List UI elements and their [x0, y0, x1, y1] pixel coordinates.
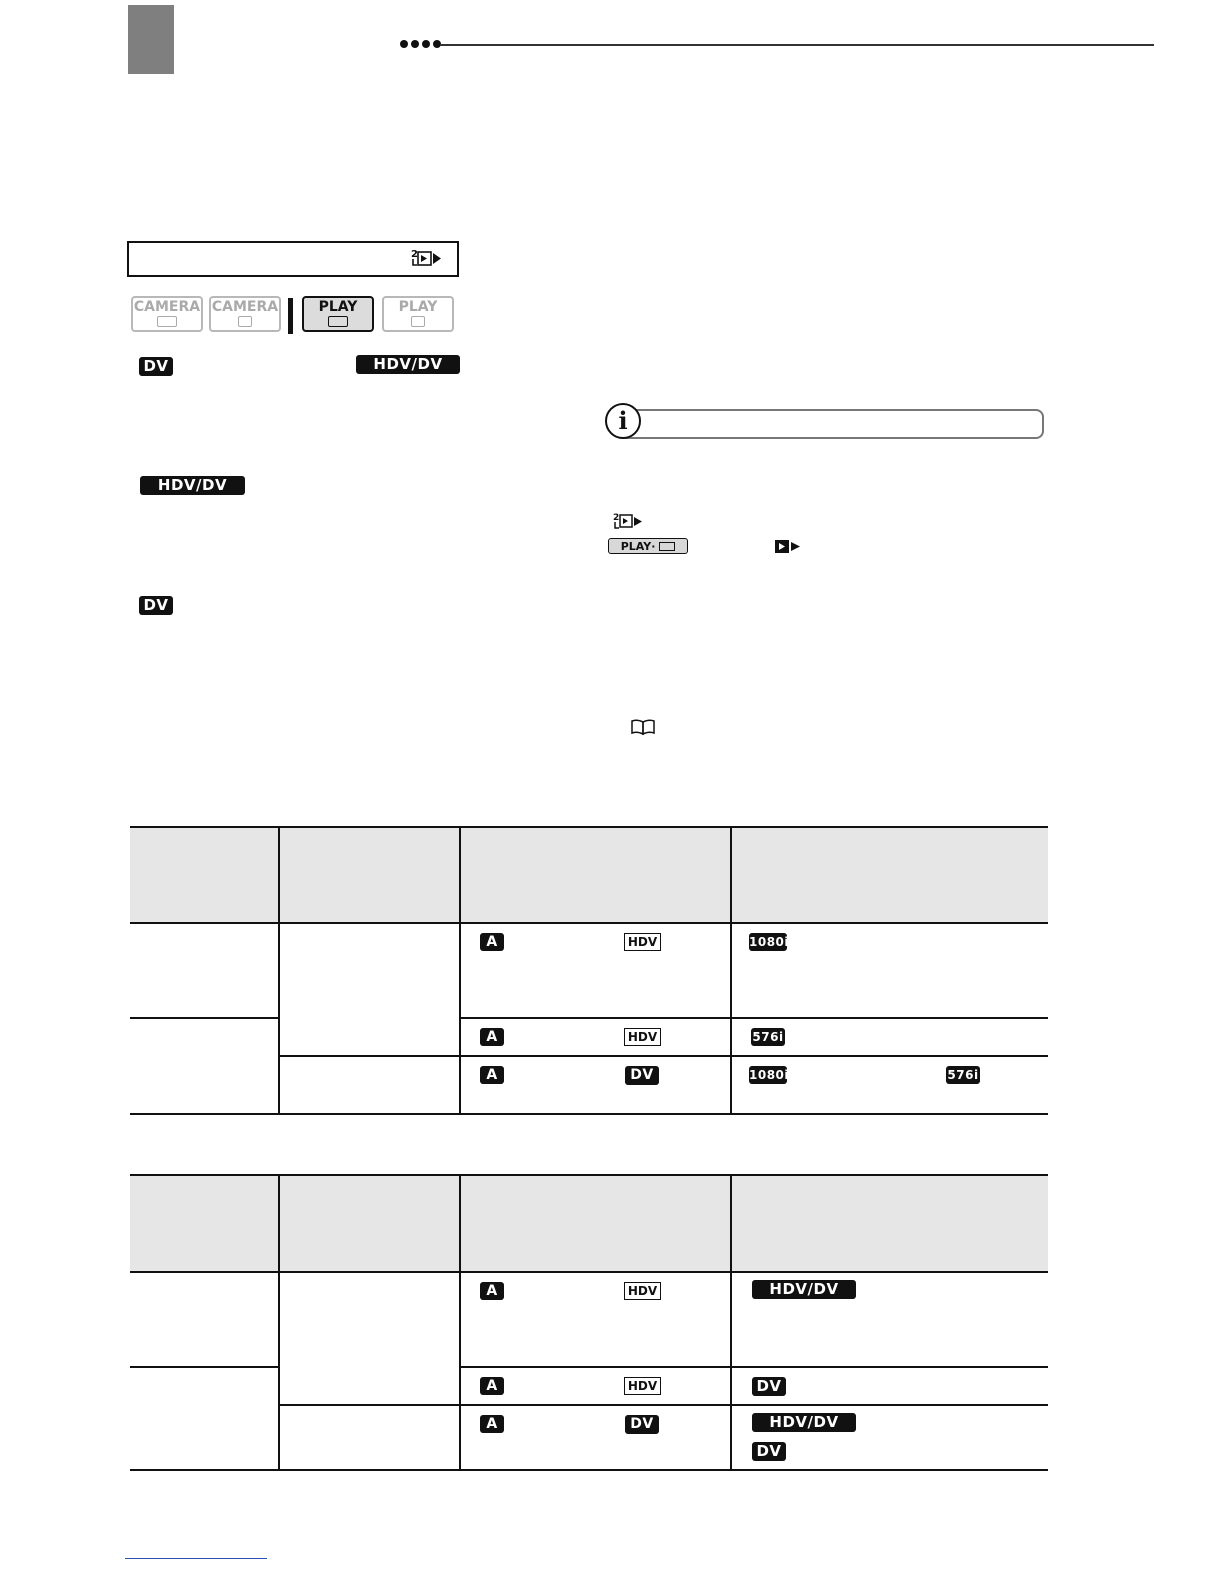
- mode-separator: [288, 298, 293, 334]
- hdv-badge: HDV: [624, 1282, 661, 1300]
- play-arrow-icon: [774, 539, 804, 555]
- mode-play-card-button[interactable]: [382, 296, 454, 332]
- mode-camera-tape-button[interactable]: [131, 296, 203, 332]
- hdvdv-badge: HDV/DV: [356, 355, 460, 374]
- tape-icon: [659, 542, 675, 551]
- dv-badge: DV: [139, 596, 173, 615]
- header-dots: [400, 40, 441, 48]
- svg-text:2: 2: [411, 249, 418, 260]
- table-2: [130, 1174, 1048, 1471]
- mode-play-tape-button[interactable]: [302, 296, 374, 332]
- hdvdv-badge: HDV/DV: [140, 476, 245, 495]
- hdv-badge: HDV: [624, 933, 661, 951]
- info-icon: i: [605, 403, 641, 439]
- res-1080i-badge: 1080i: [749, 1068, 790, 1082]
- hdvdv-badge: HDV/DV: [752, 1280, 856, 1299]
- auto-badge: A: [480, 1282, 504, 1300]
- play-pill-label: PLAY·: [620, 540, 656, 553]
- mode-camera-card-button[interactable]: [209, 296, 281, 332]
- dv-badge: DV: [625, 1066, 659, 1085]
- auto-badge: A: [480, 933, 504, 951]
- auto-badge: A: [480, 1066, 504, 1084]
- svg-text:2: 2: [613, 513, 620, 523]
- mode-camera-card-label: CAMERA: [211, 299, 279, 315]
- dv-badge: DV: [752, 1377, 786, 1396]
- tape-icon: [328, 316, 348, 327]
- table-2-header: [130, 1174, 1048, 1271]
- mode-play-card-label: PLAY: [398, 299, 438, 315]
- hdv-badge: HDV: [624, 1377, 661, 1395]
- footer-link-line: [125, 1558, 267, 1559]
- res-576i-badge: 576i: [752, 1030, 784, 1044]
- book-icon: [630, 718, 656, 736]
- card-icon: [238, 316, 252, 327]
- menu-access-box: [127, 241, 459, 277]
- table-1-header: [130, 826, 1048, 922]
- tape-icon: [157, 316, 177, 327]
- auto-badge: A: [480, 1377, 504, 1395]
- menu-step-2-icon: [612, 511, 646, 533]
- hdvdv-badge: HDV/DV: [752, 1413, 856, 1432]
- info-note-bar: [618, 409, 1044, 439]
- mode-play-tape-label: PLAY: [318, 299, 358, 315]
- dv-badge: DV: [752, 1442, 786, 1461]
- menu-step-2-icon: [409, 247, 445, 269]
- auto-badge: A: [480, 1028, 504, 1046]
- res-576i-badge: 576i: [947, 1068, 979, 1082]
- table-1: [130, 826, 1048, 1115]
- res-1080i-badge: 1080i: [749, 935, 790, 949]
- play-tape-mode-pill: [608, 538, 688, 554]
- card-icon: [411, 316, 425, 327]
- header-rule: [440, 44, 1154, 46]
- dv-badge: DV: [625, 1415, 659, 1434]
- mode-camera-tape-label: CAMERA: [133, 299, 201, 315]
- auto-badge: A: [480, 1415, 504, 1433]
- hdv-badge: HDV: [624, 1028, 661, 1046]
- dv-badge: DV: [139, 357, 173, 376]
- chapter-tab: [128, 5, 174, 74]
